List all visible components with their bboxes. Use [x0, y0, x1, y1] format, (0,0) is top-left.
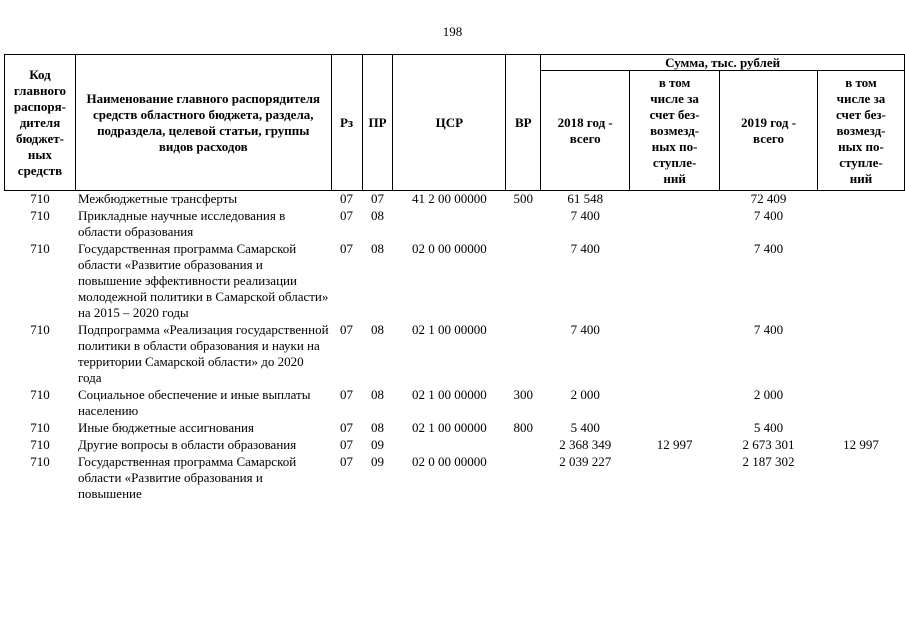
- table-row: [5, 454, 905, 503]
- row-csr: 02 0 00 00000: [412, 241, 487, 256]
- header-csr: ЦСР: [393, 55, 506, 191]
- row-vr: [506, 454, 541, 503]
- row-2018-total: 7 400: [570, 208, 600, 223]
- row-csr: 02 1 00 00000: [412, 387, 487, 402]
- row-pr: 09: [371, 454, 384, 469]
- row-code: 710: [30, 454, 50, 469]
- row-2019-total: 72 409: [750, 191, 787, 206]
- row-2019-gratuitous: [817, 420, 904, 437]
- table-row: [5, 322, 905, 387]
- row-csr: 02 0 00 00000: [412, 454, 487, 469]
- row-2019-total: 2 000: [753, 387, 784, 402]
- row-rz: 07: [340, 241, 354, 256]
- row-2019-gratuitous: [817, 208, 904, 241]
- row-csr: [393, 437, 506, 454]
- header-name: Наименование главного распорядителя средств областного бюджета, раздела, подраздела, целевой статьи, группы видов расходов: [75, 55, 331, 191]
- row-csr: [393, 208, 506, 241]
- row-2019-total: 2 187 302: [742, 454, 795, 469]
- row-2019-gratuitous: [817, 322, 904, 387]
- header-2018-total: 2018 год - всего: [541, 71, 630, 191]
- row-2018-total: 2 368 349: [559, 437, 612, 452]
- row-pr: 07: [371, 191, 384, 206]
- row-2018-gratuitous: [630, 454, 720, 503]
- row-code: 710: [30, 420, 50, 435]
- table-row: [5, 241, 905, 322]
- row-rz: 07: [340, 387, 354, 402]
- row-pr: 08: [371, 208, 384, 223]
- row-2019-total: 7 400: [753, 208, 784, 223]
- header-2019-gratuitous: в том числе за счет без-возмезд-ных по-ступле-ний: [817, 71, 904, 191]
- row-2019-total: 2 673 301: [742, 437, 795, 452]
- row-2019-total: 7 400: [753, 322, 784, 337]
- row-name: Прикладные научные исследования в области образования: [77, 208, 286, 239]
- row-2019-gratuitous: [817, 191, 904, 209]
- row-name: Социальное обеспечение и иные выплаты населению: [77, 387, 311, 418]
- table-header: [5, 55, 905, 191]
- budget-table: [4, 54, 905, 503]
- row-pr: 08: [371, 322, 384, 337]
- table-row: [5, 387, 905, 420]
- row-2019-gratuitous: [817, 387, 904, 420]
- row-pr: 08: [371, 387, 384, 402]
- row-rz: 07: [340, 322, 354, 337]
- row-vr: 800: [513, 420, 534, 435]
- row-rz: 07: [340, 191, 354, 206]
- row-2019-gratuitous: 12 997: [843, 437, 879, 452]
- table-row: [5, 437, 905, 454]
- row-2019-gratuitous: [817, 454, 904, 503]
- row-vr: 500: [513, 191, 534, 206]
- row-code: 710: [30, 387, 50, 402]
- row-2019-gratuitous: [817, 241, 904, 322]
- table-row: [5, 420, 905, 437]
- row-code: 710: [30, 191, 50, 206]
- header-code: Код главного распоря-дителя бюджет-ных средств: [5, 55, 76, 191]
- row-code: 710: [30, 437, 50, 452]
- row-vr: [506, 437, 541, 454]
- row-rz: 07: [340, 420, 354, 435]
- row-csr: 41 2 00 00000: [412, 191, 487, 206]
- row-2018-total: 2 039 227: [559, 454, 612, 469]
- row-2018-total: 61 548: [567, 191, 604, 206]
- row-vr: 300: [513, 387, 534, 402]
- row-pr: 08: [371, 420, 384, 435]
- header-rz: Рз: [331, 55, 362, 191]
- row-vr: [506, 322, 541, 387]
- row-rz: 07: [340, 454, 354, 469]
- header-sum: Сумма, тыс. рублей: [541, 55, 905, 71]
- row-2018-total: 2 000: [570, 387, 600, 402]
- row-code: 710: [30, 208, 50, 223]
- row-2018-gratuitous: [630, 208, 720, 241]
- row-name: Межбюджетные трансферты: [77, 191, 238, 206]
- row-name: Государственная программа Самарской области «Развитие образования и повышение эффективности реализации молодежной политики в Самарской области» на 2015 – 2020 годы: [77, 241, 329, 320]
- table-row: [5, 208, 905, 241]
- page-number: 198: [442, 24, 463, 39]
- row-name: Подпрограмма «Реализация государственной политики в области образования и науки на территории Самарской области» до 2020 года: [77, 322, 329, 385]
- header-pr: ПР: [362, 55, 393, 191]
- row-name: Другие вопросы в области образования: [77, 437, 297, 452]
- row-2018-gratuitous: [630, 241, 720, 322]
- header-2018-gratuitous: в том числе за счет без-возмезд-ных по-ступле-ний: [630, 71, 720, 191]
- row-vr: [506, 208, 541, 241]
- row-csr: 02 1 00 00000: [412, 322, 487, 337]
- row-2018-total: 7 400: [570, 322, 600, 337]
- row-code: 710: [30, 322, 50, 337]
- row-2018-total: 5 400: [570, 420, 600, 435]
- row-rz: 07: [340, 437, 354, 452]
- table-body: [5, 191, 905, 504]
- row-2018-gratuitous: 12 997: [656, 437, 693, 452]
- row-csr: 02 1 00 00000: [412, 420, 487, 435]
- row-code: 710: [30, 241, 50, 256]
- row-2019-total: 5 400: [753, 420, 784, 435]
- row-vr: [506, 241, 541, 322]
- row-rz: 07: [340, 208, 354, 223]
- row-2019-total: 7 400: [753, 241, 784, 256]
- row-2018-gratuitous: [630, 322, 720, 387]
- header-vr: ВР: [506, 55, 541, 191]
- row-2018-total: 7 400: [570, 241, 600, 256]
- row-2018-gratuitous: [630, 191, 720, 209]
- header-2019-total: 2019 год - всего: [720, 71, 818, 191]
- row-pr: 08: [371, 241, 384, 256]
- row-2018-gratuitous: [630, 387, 720, 420]
- table-row: [5, 191, 905, 209]
- row-name: Иные бюджетные ассигнования: [77, 420, 254, 435]
- row-pr: 09: [371, 437, 384, 452]
- row-2018-gratuitous: [630, 420, 720, 437]
- row-name: Государственная программа Самарской области «Развитие образования и повышение: [77, 454, 297, 501]
